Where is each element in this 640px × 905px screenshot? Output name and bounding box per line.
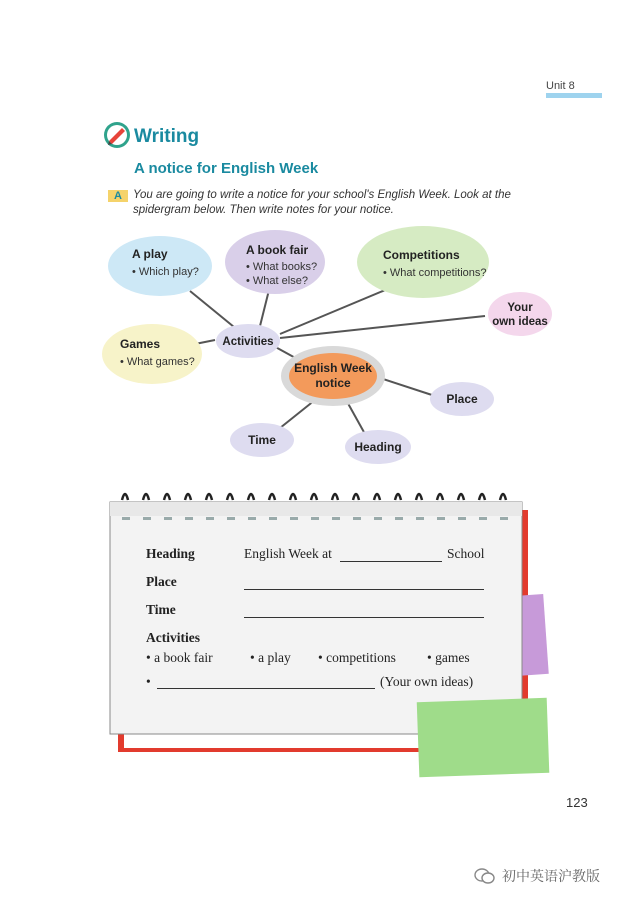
- place-blank[interactable]: [244, 589, 484, 590]
- node-heading-label: Heading: [354, 440, 402, 454]
- node-bookfair-title: A book fair: [246, 243, 309, 257]
- own-ideas-note: (Your own ideas): [380, 674, 474, 689]
- notebook: [0, 480, 640, 800]
- activity-games: • games: [427, 650, 470, 665]
- notes-heading-label: Heading: [146, 546, 195, 561]
- node-own-ideas: [488, 292, 552, 336]
- unit-label: Unit 8: [546, 80, 575, 92]
- activity-bookfair: • a book fair: [146, 650, 213, 665]
- notes-time-label: Time: [146, 602, 176, 617]
- activity-play: • a play: [250, 650, 291, 665]
- node-activities-label: Activities: [222, 336, 274, 348]
- node-play-item: • Which play?: [132, 266, 199, 278]
- watermark: [474, 866, 600, 886]
- own-ideas-blank[interactable]: [157, 688, 375, 689]
- activity-competitions: • competitions: [318, 650, 396, 665]
- node-time-label: Time: [248, 433, 276, 447]
- task-badge: A: [108, 190, 128, 202]
- pencil-icon: [102, 120, 132, 150]
- notes-place-label: Place: [146, 574, 177, 589]
- node-games-item: • What games?: [120, 356, 195, 368]
- node-center-1: English Week: [294, 361, 372, 375]
- time-blank[interactable]: [244, 617, 484, 618]
- spiral-binding: [122, 494, 506, 500]
- notes-heading-prefix: English Week at: [244, 546, 332, 561]
- node-bookfair-item1: • What books?: [246, 261, 318, 273]
- node-competitions-title: Competitions: [383, 248, 460, 262]
- node-center-2: notice: [315, 376, 351, 390]
- node-competitions-item: • What competitions?: [383, 267, 487, 279]
- node-own-ideas-2: own ideas: [492, 316, 548, 328]
- unit-bar: [546, 93, 602, 98]
- wechat-icon: [474, 867, 496, 885]
- page-number: 123: [566, 795, 588, 810]
- node-games: [102, 324, 202, 384]
- node-place-label: Place: [446, 392, 478, 406]
- green-sticky-note: [417, 698, 550, 777]
- task-instruction: You are going to write a notice for your school's English Week. Look at the spidergram below. Then write notes for your notice.: [133, 189, 511, 216]
- node-own-ideas-1: Your: [507, 302, 533, 314]
- node-competitions: [357, 226, 489, 298]
- notes-heading-suffix: School: [447, 546, 485, 561]
- section-title: Writing: [134, 126, 200, 147]
- spidergram: [100, 226, 560, 476]
- section-subtitle: A notice for English Week: [134, 160, 319, 177]
- watermark-text: 初中英语沪教版: [502, 868, 600, 884]
- node-games-title: Games: [120, 337, 161, 351]
- notebook-page: [110, 502, 522, 734]
- heading-blank[interactable]: [340, 561, 442, 562]
- notes-activities-label: Activities: [146, 630, 200, 645]
- node-play-title: A play: [132, 247, 168, 261]
- own-ideas-bullet: •: [146, 674, 151, 689]
- node-bookfair-item2: • What else?: [246, 275, 308, 287]
